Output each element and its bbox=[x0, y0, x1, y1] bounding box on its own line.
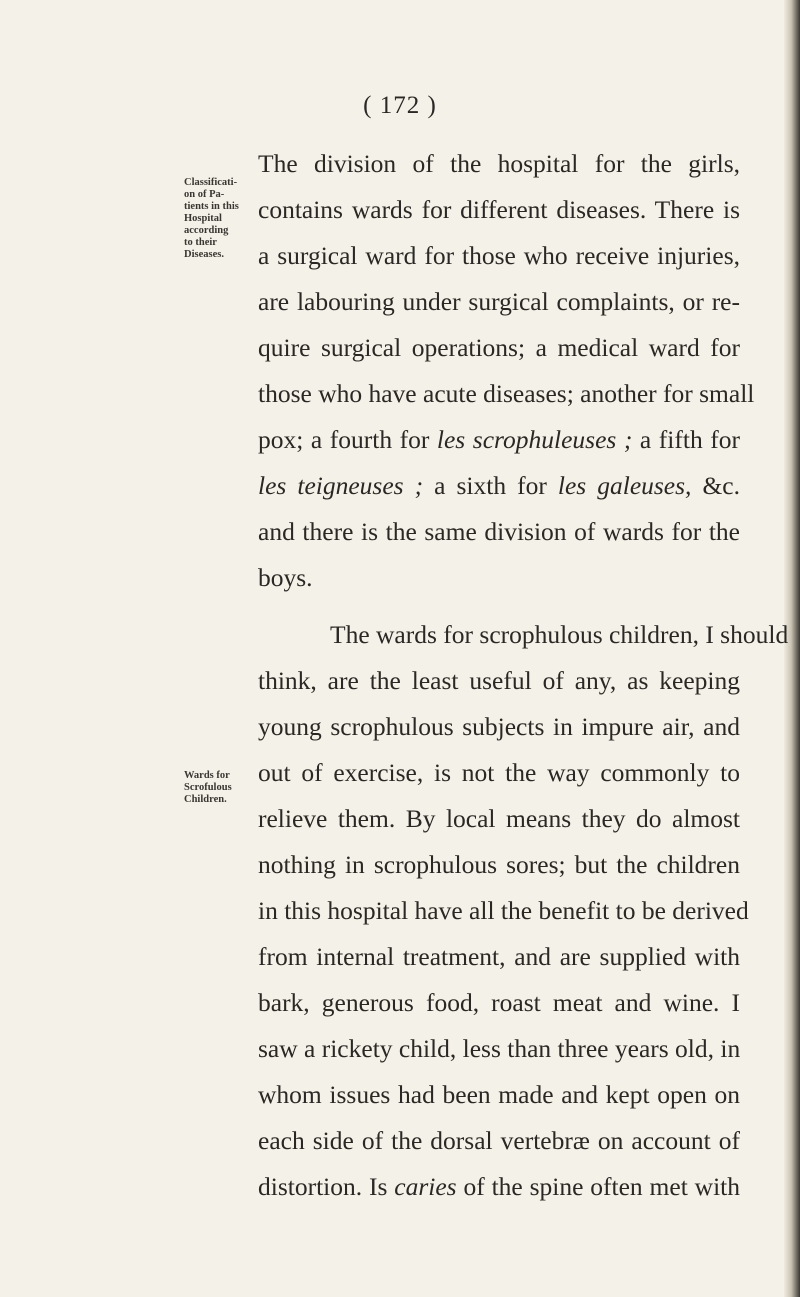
margin-note-line: Wards for bbox=[184, 770, 230, 781]
text-segment: nothing in scrophulous sores; but the children bbox=[258, 850, 740, 879]
text-segment: a fifth for bbox=[632, 425, 740, 454]
text-line bbox=[258, 417, 740, 463]
text-segment: those who have acute diseases; another for small bbox=[258, 379, 755, 408]
margin-note-line: tients in this bbox=[184, 201, 239, 212]
text-line bbox=[258, 658, 740, 704]
text-segment: young scrophulous subjects in impure air, and bbox=[258, 712, 740, 741]
text-segment: relieve them. By local means they do almost bbox=[258, 804, 740, 833]
text-line bbox=[258, 934, 740, 980]
text-segment: contains wards for different diseases. There is bbox=[258, 195, 740, 224]
text-segment: a sixth for bbox=[423, 471, 558, 500]
text-segment: quire surgical operations; a medical ward for bbox=[258, 333, 740, 362]
text-line bbox=[258, 796, 740, 842]
page-number: ( 172 ) bbox=[363, 92, 437, 119]
text-segment: bark, generous food, roast meat and wine. I bbox=[258, 988, 740, 1017]
paragraph-scrofulous-children bbox=[258, 612, 789, 1210]
text-line bbox=[258, 233, 740, 279]
text-segment: from internal treatment, and are supplied with bbox=[258, 942, 740, 971]
italic-text: les teigneuses ; bbox=[258, 471, 424, 500]
text-line bbox=[258, 704, 740, 750]
paragraph-hospital-divisions bbox=[258, 141, 755, 601]
text-segment: distortion. Is bbox=[258, 1172, 395, 1201]
text-line bbox=[258, 1026, 740, 1072]
margin-note-line: Diseases. bbox=[184, 249, 224, 260]
margin-note-line: Classificati- bbox=[184, 177, 238, 188]
margin-note-scrofulous-wards bbox=[184, 770, 248, 806]
text-line bbox=[258, 141, 740, 187]
text-segment: whom issues had been made and kept open on bbox=[258, 1080, 740, 1109]
text-line bbox=[258, 325, 740, 371]
text-segment: The division of the hospital for the girls, bbox=[258, 149, 740, 178]
margin-note-line: Scrofulous bbox=[184, 782, 232, 793]
text-line bbox=[258, 371, 755, 417]
text-segment: and there is the same division of wards for the bbox=[258, 517, 740, 546]
margin-note-line: Children. bbox=[184, 794, 227, 805]
text-segment: out of exercise, is not the way commonly to bbox=[258, 758, 740, 787]
text-segment: boys. bbox=[258, 563, 313, 592]
text-segment: each side of the dorsal vertebræ on account of bbox=[258, 1126, 740, 1155]
text-line bbox=[258, 1072, 740, 1118]
text-line bbox=[258, 612, 789, 658]
margin-note-classification bbox=[184, 177, 248, 261]
text-segment: a surgical ward for those who receive injuries, bbox=[258, 241, 740, 270]
italic-text: caries bbox=[394, 1172, 457, 1201]
text-line bbox=[258, 555, 740, 601]
text-line bbox=[258, 279, 740, 325]
text-line bbox=[258, 1164, 740, 1210]
margin-note-line: on of Pa- bbox=[184, 189, 225, 200]
text-line bbox=[258, 1118, 740, 1164]
text-segment: think, are the least useful of any, as keeping bbox=[258, 666, 740, 695]
text-segment: saw a rickety child, less than three years old, in bbox=[258, 1034, 741, 1063]
italic-text: les scrophuleuses ; bbox=[436, 425, 633, 454]
text-segment: of the spine often met with bbox=[456, 1172, 740, 1201]
text-line bbox=[258, 187, 740, 233]
text-line bbox=[258, 888, 749, 934]
text-line bbox=[258, 750, 740, 796]
text-segment: in this hospital have all the benefit to be derived bbox=[258, 896, 749, 925]
text-line bbox=[258, 842, 740, 888]
margin-note-line: Hospital bbox=[184, 213, 222, 224]
text-segment: &c. bbox=[691, 471, 740, 500]
italic-text: les galeuses, bbox=[557, 471, 692, 500]
margin-note-line: to their bbox=[184, 237, 217, 248]
text-segment: are labouring under surgical complaints, or re- bbox=[258, 287, 740, 316]
text-line bbox=[258, 509, 740, 555]
text-segment: pox; a fourth for bbox=[258, 425, 437, 454]
text-segment: The wards for scrophulous children, I should bbox=[330, 620, 789, 649]
text-line bbox=[258, 463, 740, 509]
margin-note-line: according bbox=[184, 225, 229, 236]
text-line bbox=[258, 980, 740, 1026]
